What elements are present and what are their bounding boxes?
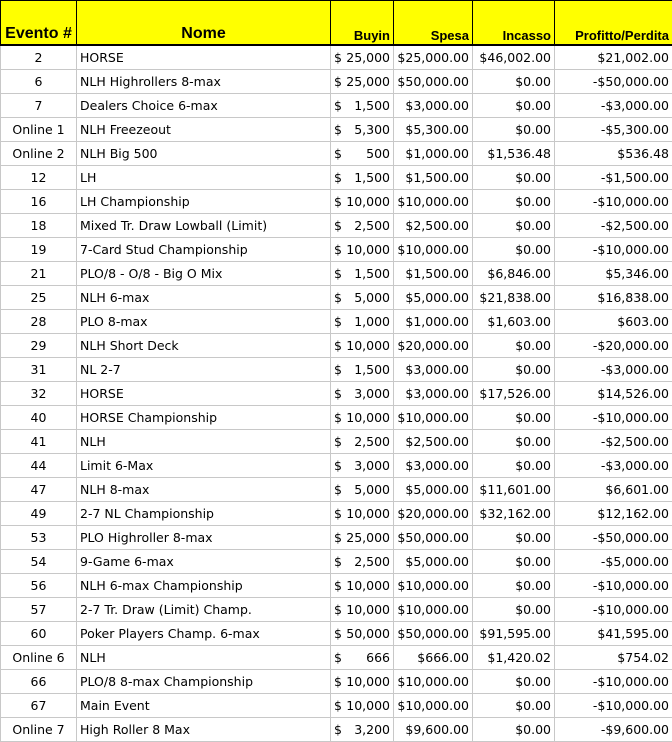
table-row (1, 574, 672, 598)
cell-nome[interactable]: Limit 6-Max (77, 454, 331, 478)
cell-evento[interactable]: 54 (1, 550, 77, 574)
table-row (1, 550, 672, 574)
cell-profitto[interactable]: -$2,500.00 (555, 214, 672, 238)
cell-incasso[interactable]: $0.00 (473, 214, 555, 238)
cell-incasso[interactable]: $1,603.00 (473, 310, 555, 334)
cell-incasso[interactable]: $0.00 (473, 598, 555, 622)
cell-buyin[interactable] (331, 694, 394, 718)
cell-buyin[interactable] (331, 70, 394, 94)
buyin-currency: $ (334, 550, 342, 573)
cell-incasso[interactable]: $0.00 (473, 190, 555, 214)
cell-incasso[interactable]: $0.00 (473, 454, 555, 478)
cell-profitto[interactable]: -$1,500.00 (555, 166, 672, 190)
cell-nome[interactable]: HORSE (77, 45, 331, 70)
cell-nome[interactable]: Poker Players Champ. 6-max (77, 622, 331, 646)
cell-profitto[interactable]: -$10,000.00 (555, 406, 672, 430)
buyin-amount: 25,000 (346, 526, 390, 549)
buyin-amount: 666 (366, 646, 390, 669)
cell-nome[interactable]: NLH Short Deck (77, 334, 331, 358)
cell-spesa[interactable]: $10,000.00 (394, 406, 473, 430)
cell-nome[interactable]: Dealers Choice 6-max (77, 94, 331, 118)
cell-incasso[interactable]: $17,526.00 (473, 382, 555, 406)
buyin-currency: $ (334, 694, 342, 717)
cell-evento[interactable]: 18 (1, 214, 77, 238)
buyin-amount: 10,000 (346, 334, 390, 357)
buyin-currency: $ (334, 214, 342, 237)
table-row (1, 406, 672, 430)
cell-incasso[interactable]: $0.00 (473, 406, 555, 430)
cell-nome[interactable]: NL 2-7 (77, 358, 331, 382)
cell-buyin[interactable] (331, 286, 394, 310)
cell-buyin[interactable] (331, 166, 394, 190)
buyin-amount: 3,000 (354, 454, 390, 477)
cell-buyin[interactable] (331, 310, 394, 334)
cell-incasso[interactable]: $32,162.00 (473, 502, 555, 526)
cell-evento[interactable]: 41 (1, 430, 77, 454)
cell-nome[interactable]: 2-7 NL Championship (77, 502, 331, 526)
buyin-currency: $ (334, 310, 342, 333)
cell-spesa[interactable]: $5,000.00 (394, 478, 473, 502)
cell-nome[interactable]: HORSE (77, 382, 331, 406)
cell-evento[interactable]: 32 (1, 382, 77, 406)
header-incasso[interactable]: Incasso (473, 1, 555, 46)
cell-nome[interactable]: NLH 6-max (77, 286, 331, 310)
cell-buyin[interactable] (331, 454, 394, 478)
table-row (1, 382, 672, 406)
buyin-amount: 10,000 (346, 694, 390, 717)
cell-spesa[interactable]: $5,000.00 (394, 286, 473, 310)
buyin-currency: $ (334, 454, 342, 477)
buyin-currency: $ (334, 574, 342, 597)
cell-incasso[interactable]: $21,838.00 (473, 286, 555, 310)
cell-incasso[interactable]: $0.00 (473, 718, 555, 742)
buyin-amount: 5,000 (354, 478, 390, 501)
buyin-amount: 500 (366, 142, 390, 165)
buyin-currency: $ (334, 646, 342, 669)
cell-buyin[interactable] (331, 622, 394, 646)
cell-incasso[interactable]: $91,595.00 (473, 622, 555, 646)
cell-profitto[interactable]: $754.02 (555, 646, 672, 670)
buyin-amount: 25,000 (346, 46, 390, 69)
buyin-amount: 3,000 (354, 382, 390, 405)
cell-profitto[interactable]: -$10,000.00 (555, 238, 672, 262)
cell-incasso[interactable]: $6,846.00 (473, 262, 555, 286)
buyin-currency: $ (334, 406, 342, 429)
buyin-currency: $ (334, 358, 342, 381)
cell-incasso[interactable]: $0.00 (473, 694, 555, 718)
cell-buyin[interactable] (331, 430, 394, 454)
table-row (1, 622, 672, 646)
cell-spesa[interactable]: $10,000.00 (394, 190, 473, 214)
cell-spesa[interactable]: $50,000.00 (394, 622, 473, 646)
cell-nome[interactable]: Mixed Tr. Draw Lowball (Limit) (77, 214, 331, 238)
buyin-currency: $ (334, 238, 342, 261)
table-body (1, 45, 672, 742)
buyin-currency: $ (334, 262, 342, 285)
table-row (1, 478, 672, 502)
cell-evento[interactable]: 47 (1, 478, 77, 502)
cell-evento[interactable]: 7 (1, 94, 77, 118)
cell-buyin[interactable] (331, 478, 394, 502)
cell-profitto[interactable]: -$20,000.00 (555, 334, 672, 358)
table-row (1, 166, 672, 190)
buyin-currency: $ (334, 118, 342, 141)
cell-buyin[interactable] (331, 214, 394, 238)
table-row (1, 502, 672, 526)
cell-spesa[interactable]: $2,500.00 (394, 214, 473, 238)
table-row (1, 238, 672, 262)
cell-profitto[interactable]: $6,601.00 (555, 478, 672, 502)
header-buyin[interactable]: Buyin (331, 1, 394, 46)
buyin-amount: 1,000 (354, 310, 390, 333)
cell-evento[interactable]: 53 (1, 526, 77, 550)
buyin-currency: $ (334, 46, 342, 69)
cell-nome[interactable]: NLH 6-max Championship (77, 574, 331, 598)
cell-buyin[interactable] (331, 382, 394, 406)
buyin-amount: 10,000 (346, 238, 390, 261)
header-evento[interactable]: Evento # (1, 1, 77, 46)
buyin-amount: 5,000 (354, 286, 390, 309)
cell-evento[interactable]: 12 (1, 166, 77, 190)
cell-spesa[interactable]: $50,000.00 (394, 70, 473, 94)
cell-spesa[interactable]: $10,000.00 (394, 694, 473, 718)
buyin-currency: $ (334, 598, 342, 621)
cell-evento[interactable]: 40 (1, 406, 77, 430)
table-row (1, 118, 672, 142)
table-row (1, 190, 672, 214)
cell-profitto[interactable]: -$2,500.00 (555, 430, 672, 454)
buyin-amount: 10,000 (346, 574, 390, 597)
cell-evento[interactable]: 60 (1, 622, 77, 646)
cell-nome[interactable]: LH (77, 166, 331, 190)
table-row (1, 334, 672, 358)
cell-spesa[interactable]: $5,300.00 (394, 118, 473, 142)
buyin-amount: 1,500 (354, 358, 390, 381)
cell-incasso[interactable]: $0.00 (473, 670, 555, 694)
cell-incasso[interactable]: $0.00 (473, 118, 555, 142)
table-row (1, 310, 672, 334)
cell-spesa[interactable]: $10,000.00 (394, 598, 473, 622)
cell-profitto[interactable]: $12,162.00 (555, 502, 672, 526)
cell-incasso[interactable]: $46,002.00 (473, 45, 555, 70)
cell-evento[interactable]: 21 (1, 262, 77, 286)
table-row (1, 646, 672, 670)
cell-evento[interactable]: 67 (1, 694, 77, 718)
header-profitto[interactable]: Profitto/Perdita (555, 1, 672, 46)
cell-incasso[interactable]: $0.00 (473, 94, 555, 118)
table-row (1, 286, 672, 310)
cell-spesa[interactable]: $10,000.00 (394, 670, 473, 694)
buyin-amount: 1,500 (354, 166, 390, 189)
cell-nome[interactable]: Main Event (77, 694, 331, 718)
buyin-amount: 2,500 (354, 550, 390, 573)
buyin-amount: 10,000 (346, 598, 390, 621)
cell-nome[interactable]: HORSE Championship (77, 406, 331, 430)
table-row (1, 670, 672, 694)
cell-profitto[interactable]: $21,002.00 (555, 45, 672, 70)
cell-buyin[interactable] (331, 574, 394, 598)
cell-profitto[interactable]: -$3,000.00 (555, 454, 672, 478)
buyin-currency: $ (334, 166, 342, 189)
cell-profitto[interactable]: -$9,600.00 (555, 718, 672, 742)
cell-buyin[interactable] (331, 502, 394, 526)
cell-profitto[interactable]: $5,346.00 (555, 262, 672, 286)
table-row (1, 70, 672, 94)
cell-evento[interactable]: 31 (1, 358, 77, 382)
cell-evento[interactable]: 66 (1, 670, 77, 694)
cell-buyin[interactable] (331, 670, 394, 694)
cell-evento[interactable]: 6 (1, 70, 77, 94)
buyin-currency: $ (334, 622, 342, 645)
buyin-amount: 10,000 (346, 502, 390, 525)
cell-buyin[interactable] (331, 142, 394, 166)
cell-spesa[interactable]: $3,000.00 (394, 94, 473, 118)
cell-spesa[interactable]: $5,000.00 (394, 550, 473, 574)
cell-nome[interactable]: NLH Freezeout (77, 118, 331, 142)
cell-profitto[interactable]: -$10,000.00 (555, 694, 672, 718)
cell-evento[interactable]: 25 (1, 286, 77, 310)
cell-buyin[interactable] (331, 94, 394, 118)
cell-incasso[interactable]: $0.00 (473, 334, 555, 358)
cell-evento[interactable]: Online 7 (1, 718, 77, 742)
table-row (1, 142, 672, 166)
cell-evento[interactable]: 57 (1, 598, 77, 622)
cell-nome[interactable]: 7-Card Stud Championship (77, 238, 331, 262)
cell-evento[interactable]: Online 6 (1, 646, 77, 670)
table-row (1, 262, 672, 286)
cell-evento[interactable]: 2 (1, 45, 77, 70)
header-spesa[interactable]: Spesa (394, 1, 473, 46)
cell-incasso[interactable]: $1,420.02 (473, 646, 555, 670)
table-row (1, 718, 672, 742)
cell-incasso[interactable]: $0.00 (473, 238, 555, 262)
cell-profitto[interactable]: -$10,000.00 (555, 670, 672, 694)
cell-evento[interactable]: 29 (1, 334, 77, 358)
buyin-amount: 2,500 (354, 430, 390, 453)
cell-profitto[interactable]: -$10,000.00 (555, 190, 672, 214)
cell-spesa[interactable]: $666.00 (394, 646, 473, 670)
cell-nome[interactable]: NLH 8-max (77, 478, 331, 502)
cell-incasso[interactable]: $0.00 (473, 70, 555, 94)
cell-buyin[interactable] (331, 526, 394, 550)
cell-spesa[interactable]: $9,600.00 (394, 718, 473, 742)
cell-spesa[interactable]: $25,000.00 (394, 45, 473, 70)
cell-spesa[interactable]: $1,000.00 (394, 310, 473, 334)
cell-spesa[interactable]: $3,000.00 (394, 358, 473, 382)
buyin-amount: 5,300 (354, 118, 390, 141)
buyin-amount: 2,500 (354, 214, 390, 237)
buyin-amount: 10,000 (346, 670, 390, 693)
cell-spesa[interactable]: $1,500.00 (394, 262, 473, 286)
table-row (1, 358, 672, 382)
cell-spesa[interactable]: $3,000.00 (394, 382, 473, 406)
cell-buyin[interactable] (331, 718, 394, 742)
buyin-amount: 3,200 (354, 718, 390, 741)
cell-nome[interactable]: NLH (77, 646, 331, 670)
buyin-amount: 25,000 (346, 70, 390, 93)
cell-evento[interactable]: 44 (1, 454, 77, 478)
cell-spesa[interactable]: $1,000.00 (394, 142, 473, 166)
cell-profitto[interactable]: $14,526.00 (555, 382, 672, 406)
buyin-currency: $ (334, 478, 342, 501)
cell-buyin[interactable] (331, 550, 394, 574)
cell-evento[interactable]: 49 (1, 502, 77, 526)
cell-nome[interactable]: PLO/8 8-max Championship (77, 670, 331, 694)
cell-buyin[interactable] (331, 262, 394, 286)
cell-evento[interactable]: 56 (1, 574, 77, 598)
cell-profitto[interactable]: -$3,000.00 (555, 358, 672, 382)
buyin-currency: $ (334, 190, 342, 213)
cell-spesa[interactable]: $50,000.00 (394, 526, 473, 550)
cell-profitto[interactable]: -$5,300.00 (555, 118, 672, 142)
cell-evento[interactable]: 28 (1, 310, 77, 334)
cell-nome[interactable]: 2-7 Tr. Draw (Limit) Champ. (77, 598, 331, 622)
table-row (1, 214, 672, 238)
table-row (1, 526, 672, 550)
cell-profitto[interactable]: $16,838.00 (555, 286, 672, 310)
buyin-amount: 10,000 (346, 190, 390, 213)
table-row (1, 598, 672, 622)
cell-profitto[interactable]: -$50,000.00 (555, 70, 672, 94)
cell-evento[interactable]: Online 1 (1, 118, 77, 142)
cell-evento[interactable]: 16 (1, 190, 77, 214)
cell-incasso[interactable]: $1,536.48 (473, 142, 555, 166)
buyin-currency: $ (334, 142, 342, 165)
buyin-currency: $ (334, 502, 342, 525)
buyin-currency: $ (334, 718, 342, 741)
cell-spesa[interactable]: $10,000.00 (394, 238, 473, 262)
buyin-currency: $ (334, 382, 342, 405)
cell-buyin[interactable] (331, 598, 394, 622)
cell-nome[interactable]: High Roller 8 Max (77, 718, 331, 742)
header-nome[interactable]: Nome (77, 1, 331, 46)
cell-buyin[interactable] (331, 406, 394, 430)
table-row (1, 454, 672, 478)
cell-incasso[interactable]: $0.00 (473, 526, 555, 550)
cell-nome[interactable]: LH Championship (77, 190, 331, 214)
buyin-amount: 1,500 (354, 262, 390, 285)
buyin-currency: $ (334, 430, 342, 453)
cell-profitto[interactable]: -$10,000.00 (555, 574, 672, 598)
cell-evento[interactable]: Online 2 (1, 142, 77, 166)
table-row (1, 94, 672, 118)
cell-incasso[interactable]: $0.00 (473, 550, 555, 574)
table-row (1, 694, 672, 718)
cell-spesa[interactable]: $3,000.00 (394, 454, 473, 478)
buyin-currency: $ (334, 526, 342, 549)
cell-nome[interactable]: PLO/8 - O/8 - Big O Mix (77, 262, 331, 286)
buyin-currency: $ (334, 94, 342, 117)
cell-buyin[interactable] (331, 358, 394, 382)
cell-nome[interactable]: PLO 8-max (77, 310, 331, 334)
buyin-currency: $ (334, 70, 342, 93)
header-row (1, 1, 672, 46)
buyin-currency: $ (334, 286, 342, 309)
cell-spesa[interactable]: $10,000.00 (394, 574, 473, 598)
cell-buyin[interactable] (331, 118, 394, 142)
cell-incasso[interactable]: $0.00 (473, 430, 555, 454)
buyin-currency: $ (334, 334, 342, 357)
cell-nome[interactable]: 9-Game 6-max (77, 550, 331, 574)
cell-nome[interactable]: PLO Highroller 8-max (77, 526, 331, 550)
cell-nome[interactable]: NLH Highrollers 8-max (77, 70, 331, 94)
cell-spesa[interactable]: $2,500.00 (394, 430, 473, 454)
cell-evento[interactable]: 19 (1, 238, 77, 262)
cell-profitto[interactable]: $536.48 (555, 142, 672, 166)
cell-incasso[interactable]: $0.00 (473, 166, 555, 190)
cell-incasso[interactable]: $11,601.00 (473, 478, 555, 502)
buyin-currency: $ (334, 670, 342, 693)
cell-profitto[interactable]: -$5,000.00 (555, 550, 672, 574)
cell-profitto[interactable]: $603.00 (555, 310, 672, 334)
buyin-amount: 50,000 (346, 622, 390, 645)
cell-profitto[interactable]: -$10,000.00 (555, 598, 672, 622)
cell-incasso[interactable]: $0.00 (473, 574, 555, 598)
cell-buyin[interactable] (331, 238, 394, 262)
buyin-amount: 10,000 (346, 406, 390, 429)
cell-profitto[interactable]: -$3,000.00 (555, 94, 672, 118)
cell-nome[interactable]: NLH (77, 430, 331, 454)
cell-profitto[interactable]: $41,595.00 (555, 622, 672, 646)
cell-spesa[interactable]: $1,500.00 (394, 166, 473, 190)
table-row (1, 430, 672, 454)
cell-spesa[interactable]: $20,000.00 (394, 502, 473, 526)
cell-nome[interactable]: NLH Big 500 (77, 142, 331, 166)
cell-profitto[interactable]: -$50,000.00 (555, 526, 672, 550)
cell-buyin[interactable] (331, 45, 394, 70)
cell-buyin[interactable] (331, 334, 394, 358)
buyin-amount: 1,500 (354, 94, 390, 117)
cell-buyin[interactable] (331, 190, 394, 214)
cell-incasso[interactable]: $0.00 (473, 358, 555, 382)
table-row (1, 45, 672, 70)
cell-spesa[interactable]: $20,000.00 (394, 334, 473, 358)
cell-buyin[interactable] (331, 646, 394, 670)
